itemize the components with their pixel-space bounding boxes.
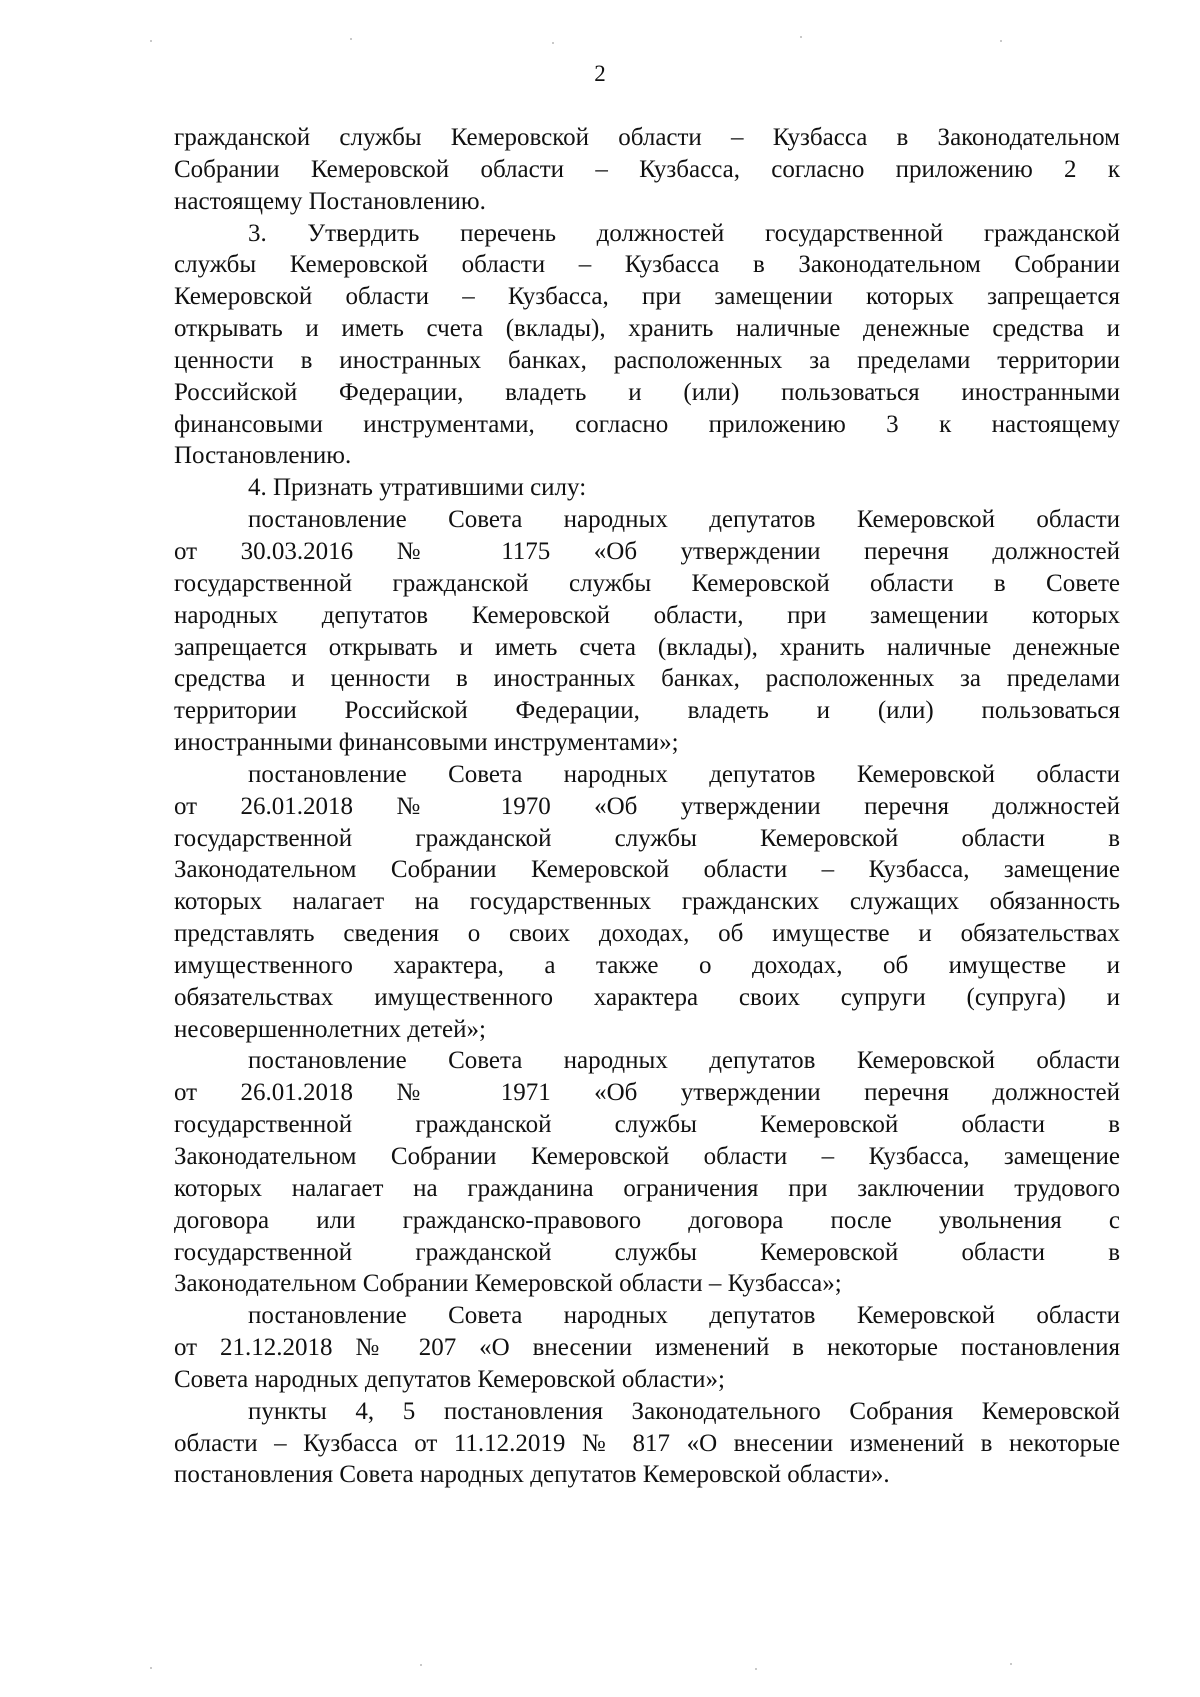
paragraph-item-3 [174, 218, 1120, 473]
text-line: постановления Совета народных депутатов Кемеровской области». [174, 1461, 890, 1489]
text-line: территории Российской Федерации, владеть и (или) пользоваться [174, 697, 1120, 725]
text-line: которых налагает на гражданина ограничения при заключении трудового [174, 1174, 1120, 1202]
text-line: области – Кузбасса от 11.12.2019 № 817 «О внесении изменений в некоторые [174, 1429, 1120, 1457]
text-line: народных депутатов Кемеровской области, при замещении которых [174, 601, 1120, 629]
text-line: имущественного характера, а также о доходах, об имуществе и [174, 951, 1120, 979]
text-line: Кемеровской области – Кузбасса, при замещении которых запрещается [174, 283, 1120, 311]
text-line: средства и ценности в иностранных банках, расположенных за пределами [174, 665, 1120, 693]
page-number: 2 [594, 61, 606, 86]
text-line: договора или гражданско-правового договора после увольнения с [174, 1206, 1120, 1234]
text-line: пункты 4, 5 постановления Законодательного Собрания Кемеровской [248, 1397, 1120, 1425]
text-line: запрещается открывать и иметь счета (вклады), хранить наличные денежные [174, 633, 1120, 661]
text-line: государственной гражданской службы Кемеровской области в Совете [174, 569, 1120, 597]
text-line: Законодательном Собрании Кемеровской области – Кузбасса»; [174, 1270, 842, 1298]
text-line: представлять сведения о своих доходах, об имуществе и обязательствах [174, 920, 1120, 948]
scan-speck [150, 1667, 152, 1669]
text-line: постановление Совета народных депутатов Кемеровской области [248, 760, 1120, 788]
scan-speck [150, 40, 152, 42]
scan-speck [350, 38, 352, 40]
document-body [174, 122, 1120, 1491]
text-line: 3. Утвердить перечень должностей государственной гражданской [248, 219, 1120, 247]
text-line: от 21.12.2018 № 207 «О внесении изменений в некоторые постановления [174, 1334, 1120, 1362]
scan-speck [755, 1668, 757, 1670]
text-line: финансовыми инструментами, согласно приложению 3 к настоящему [174, 410, 1120, 438]
text-line: от 26.01.2018 № 1970 «Об утверждении перечня должностей [174, 792, 1120, 820]
scan-speck [1000, 40, 1002, 42]
text-line: постановление Совета народных депутатов Кемеровской области [248, 1047, 1120, 1075]
text-line: постановление Совета народных депутатов Кемеровской области [248, 506, 1120, 534]
paragraph-repealed-817 [174, 1396, 1120, 1492]
text-line: государственной гражданской службы Кемеровской области в [174, 1111, 1120, 1139]
text-line: Законодательном Собрании Кемеровской области – Кузбасса, замещение [174, 1143, 1120, 1170]
text-line: иностранными финансовыми инструментами»; [174, 729, 679, 757]
text-line: 4. Признать утратившими силу: [248, 474, 587, 502]
paragraph-repealed-1970 [174, 759, 1120, 1046]
scan-speck [1010, 1663, 1012, 1665]
paragraph-repealed-207 [174, 1300, 1120, 1396]
text-line: государственной гражданской службы Кемеровской области в [174, 1238, 1120, 1266]
text-line: Собрании Кемеровской области – Кузбасса, согласно приложению 2 к [174, 155, 1120, 183]
text-line: от 30.03.2016 № 1175 «Об утверждении перечня должностей [174, 537, 1120, 565]
text-line: постановление Совета народных депутатов Кемеровской области [248, 1302, 1120, 1330]
text-line: государственной гражданской службы Кемеровской области в [174, 824, 1120, 852]
paragraph-repealed-1175 [174, 504, 1120, 759]
text-line: обязательствах имущественного характера своих супруги (супруга) и [174, 983, 1120, 1011]
text-line: от 26.01.2018 № 1971 «Об утверждении перечня должностей [174, 1079, 1120, 1107]
scan-speck [552, 42, 554, 44]
text-line: открывать и иметь счета (вклады), хранить наличные денежные средства и [174, 315, 1120, 343]
text-line: несовершеннолетних детей»; [174, 1015, 486, 1043]
text-line: службы Кемеровской области – Кузбасса в Законодательном Собрании [174, 251, 1120, 279]
text-line: которых налагает на государственных гражданских служащих обязанность [174, 888, 1120, 916]
paragraph-item-4 [174, 472, 1120, 504]
scan-speck [800, 36, 802, 38]
text-line: Российской Федерации, владеть и (или) пользоваться иностранными [174, 378, 1120, 406]
text-line: ценности в иностранных банках, расположенных за пределами территории [174, 346, 1120, 374]
text-line: Совета народных депутатов Кемеровской области»; [174, 1365, 725, 1393]
scan-speck [420, 1664, 422, 1666]
text-line: гражданской службы Кемеровской области – Кузбасса в Законодательном [174, 124, 1120, 151]
paragraph-repealed-1971 [174, 1045, 1120, 1300]
text-line: настоящему Постановлению. [174, 187, 486, 215]
text-line: Постановлению. [174, 442, 352, 470]
paragraph-continuation [174, 122, 1120, 218]
text-line: Законодательном Собрании Кемеровской области – Кузбасса, замещение [174, 856, 1120, 884]
